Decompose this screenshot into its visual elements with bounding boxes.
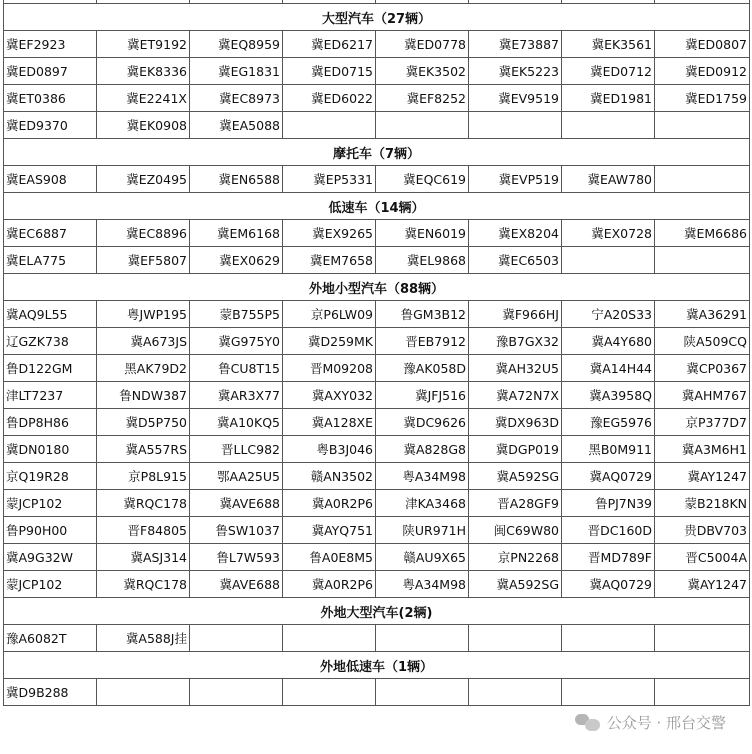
plate-cell: 黑AK79D2	[97, 355, 190, 382]
plate-cell: 冀EV9519	[469, 85, 562, 112]
plate-cell: 冀A592SG	[469, 571, 562, 598]
plate-cell: 冀EN6588	[190, 166, 283, 193]
table-row	[4, 544, 750, 571]
table-row	[4, 301, 750, 328]
empty-cell	[655, 112, 750, 139]
table-row	[4, 31, 750, 58]
plate-cell: 冀AQ0729	[562, 463, 655, 490]
plate-cell: 冀ED6217	[283, 31, 376, 58]
empty-cell	[562, 112, 655, 139]
plate-cell: 冀E73887	[469, 31, 562, 58]
table-row	[4, 220, 750, 247]
plate-cell: 辽GZK738	[4, 328, 97, 355]
plate-cell: 粤A34M98	[376, 571, 469, 598]
plate-cell: 冀EX8204	[469, 220, 562, 247]
plate-cell: 冀A14H44	[562, 355, 655, 382]
plate-cell: 冀ED0807	[655, 31, 750, 58]
plate-cell: 晋M09208	[283, 355, 376, 382]
empty-cell	[97, 679, 190, 706]
plate-cell: 鲁D122GM	[4, 355, 97, 382]
plate-cell: 冀EC6887	[4, 220, 97, 247]
section-title: 摩托车（7辆）	[4, 139, 750, 166]
table-row	[4, 436, 750, 463]
plate-cell: 鲁NDW387	[97, 382, 190, 409]
plate-cell: 冀EQ8959	[190, 31, 283, 58]
plate-cell: 京P8L915	[97, 463, 190, 490]
plate-cell: 冀EF8252	[376, 85, 469, 112]
plate-cell: 冀ED0912	[655, 58, 750, 85]
wechat-icon	[575, 711, 601, 733]
table-row	[4, 625, 750, 652]
plate-cell: 黑B0M911	[562, 436, 655, 463]
plate-cell: 冀G975Y0	[190, 328, 283, 355]
plate-cell: 粤B3J046	[283, 436, 376, 463]
table-row	[4, 328, 750, 355]
plate-cell: 蒙JCP102	[4, 490, 97, 517]
plate-cell: 晋EB7912	[376, 328, 469, 355]
plate-cell: 豫AK058D	[376, 355, 469, 382]
plate-cell: 晋DC160D	[562, 517, 655, 544]
section-header	[4, 139, 750, 166]
plate-cell: 冀ELA775	[4, 247, 97, 274]
plate-cell: 冀AY1247	[655, 571, 750, 598]
empty-cell	[469, 679, 562, 706]
plate-cell: 冀D5P750	[97, 409, 190, 436]
section-title: 低速车（14辆）	[4, 193, 750, 220]
table-row	[4, 247, 750, 274]
plate-cell: 冀EM6686	[655, 220, 750, 247]
plate-cell: 冀A588J挂	[97, 625, 190, 652]
plate-cell: 冀EVP519	[469, 166, 562, 193]
plate-cell: 蒙JCP102	[4, 571, 97, 598]
plate-cell: 冀RQC178	[97, 490, 190, 517]
plate-cell: 冀AY1247	[655, 463, 750, 490]
plate-cell: 冀EF2923	[4, 31, 97, 58]
plate-cell: 冀DX963D	[469, 409, 562, 436]
table-row	[4, 571, 750, 598]
plate-cell: 冀EP5331	[283, 166, 376, 193]
empty-cell	[469, 625, 562, 652]
plate-cell: 冀ED1981	[562, 85, 655, 112]
empty-cell	[376, 625, 469, 652]
empty-cell	[190, 625, 283, 652]
plate-cell: 冀AHM767	[655, 382, 750, 409]
empty-cell	[283, 679, 376, 706]
plate-cell: 冀E2241X	[97, 85, 190, 112]
table-row	[4, 85, 750, 112]
plate-table-body	[4, 0, 750, 706]
table-row	[4, 679, 750, 706]
plate-cell: 冀DGP019	[469, 436, 562, 463]
section-header	[4, 598, 750, 625]
empty-cell	[655, 679, 750, 706]
plate-cell: 冀A828G8	[376, 436, 469, 463]
plate-cell: 晋C5004A	[655, 544, 750, 571]
plate-cell: 冀EAS908	[4, 166, 97, 193]
section-title: 外地低速车（1辆）	[4, 652, 750, 679]
plate-cell: 闽C69W80	[469, 517, 562, 544]
empty-cell	[469, 112, 562, 139]
plate-cell: 晋MD789F	[562, 544, 655, 571]
plate-cell: 津KA3468	[376, 490, 469, 517]
plate-cell: 冀A592SG	[469, 463, 562, 490]
plate-cell: 冀A0R2P6	[283, 571, 376, 598]
plate-cell: 宁A20S33	[562, 301, 655, 328]
plate-cell: 京P6LW09	[283, 301, 376, 328]
plate-cell: 陕UR971H	[376, 517, 469, 544]
empty-cell	[562, 679, 655, 706]
plate-cell: 冀EX9265	[283, 220, 376, 247]
empty-cell	[190, 679, 283, 706]
empty-cell	[655, 247, 750, 274]
plate-cell: 冀ET0386	[4, 85, 97, 112]
plate-cell: 冀A128XE	[283, 409, 376, 436]
plate-cell: 豫A6082T	[4, 625, 97, 652]
table-row	[4, 112, 750, 139]
plate-cell: 鲁GM3B12	[376, 301, 469, 328]
plate-cell: 赣AN3502	[283, 463, 376, 490]
plate-cell: 冀EN6019	[376, 220, 469, 247]
plate-cell: 豫EG5976	[562, 409, 655, 436]
plate-cell: 冀DN0180	[4, 436, 97, 463]
plate-cell: 鲁CU8T15	[190, 355, 283, 382]
section-header	[4, 193, 750, 220]
plate-cell: 陕A509CQ	[655, 328, 750, 355]
empty-cell	[376, 112, 469, 139]
plate-cell: 冀EG1831	[190, 58, 283, 85]
plate-cell: 冀ED0712	[562, 58, 655, 85]
table-row	[4, 355, 750, 382]
empty-cell	[562, 625, 655, 652]
plate-cell: 冀ED6022	[283, 85, 376, 112]
plate-cell: 冀EZ0495	[97, 166, 190, 193]
table-row	[4, 58, 750, 85]
plate-cell: 冀EK3502	[376, 58, 469, 85]
plate-cell: 晋LLC982	[190, 436, 283, 463]
empty-cell	[283, 112, 376, 139]
plate-cell: 冀EC8896	[97, 220, 190, 247]
plate-cell: 晋A28GF9	[469, 490, 562, 517]
plate-cell: 冀EK3561	[562, 31, 655, 58]
plate-cell: 鲁L7W593	[190, 544, 283, 571]
table-row	[4, 463, 750, 490]
plate-cell: 冀A10KQ5	[190, 409, 283, 436]
watermark	[571, 709, 730, 735]
empty-cell	[376, 679, 469, 706]
plate-cell: 冀JFJ516	[376, 382, 469, 409]
plate-cell: 冀EM6168	[190, 220, 283, 247]
watermark-text: 公众号 · 邢台交警	[606, 713, 726, 732]
plate-table	[3, 0, 750, 706]
plate-cell: 冀D259MK	[283, 328, 376, 355]
plate-cell: 鲁PJ7N39	[562, 490, 655, 517]
plate-cell: 鄂AA25U5	[190, 463, 283, 490]
plate-cell: 冀A3958Q	[562, 382, 655, 409]
plate-cell: 冀ASJ314	[97, 544, 190, 571]
table-row	[4, 409, 750, 436]
plate-cell: 鲁P90H00	[4, 517, 97, 544]
plate-cell: 冀ED0778	[376, 31, 469, 58]
plate-cell: 冀EQC619	[376, 166, 469, 193]
plate-cell: 冀AQ9L55	[4, 301, 97, 328]
plate-cell: 京Q19R28	[4, 463, 97, 490]
section-title: 外地大型汽车(2辆)	[4, 598, 750, 625]
plate-cell: 鲁SW1037	[190, 517, 283, 544]
table-row	[4, 166, 750, 193]
table-row	[4, 517, 750, 544]
plate-cell: 冀EK5223	[469, 58, 562, 85]
table-row	[4, 382, 750, 409]
plate-cell: 冀RQC178	[97, 571, 190, 598]
plate-cell: 冀EL9868	[376, 247, 469, 274]
plate-cell: 冀AVE688	[190, 490, 283, 517]
plate-cell: 冀EC6503	[469, 247, 562, 274]
plate-cell: 冀ET9192	[97, 31, 190, 58]
section-title: 大型汽车（27辆）	[4, 4, 750, 31]
plate-cell: 冀AH32U5	[469, 355, 562, 382]
empty-cell	[655, 166, 750, 193]
plate-cell: 冀DC9626	[376, 409, 469, 436]
plate-cell: 蒙B218KN	[655, 490, 750, 517]
plate-cell: 冀A3M6H1	[655, 436, 750, 463]
plate-cell: 冀F966HJ	[469, 301, 562, 328]
plate-cell: 冀AXY032	[283, 382, 376, 409]
plate-cell: 晋F84805	[97, 517, 190, 544]
plate-cell: 粤JWP195	[97, 301, 190, 328]
plate-cell: 冀ED0715	[283, 58, 376, 85]
plate-cell: 冀ED1759	[655, 85, 750, 112]
plate-cell: 京P377D7	[655, 409, 750, 436]
plate-cell: 冀EK0908	[97, 112, 190, 139]
section-header	[4, 4, 750, 31]
plate-cell: 冀EX0629	[190, 247, 283, 274]
plate-cell: 冀A9G32W	[4, 544, 97, 571]
plate-cell: 津LT7237	[4, 382, 97, 409]
empty-cell	[562, 247, 655, 274]
plate-cell: 冀ED9370	[4, 112, 97, 139]
plate-cell: 冀AVE688	[190, 571, 283, 598]
plate-cell: 冀EA5088	[190, 112, 283, 139]
plate-cell: 鲁DP8H86	[4, 409, 97, 436]
plate-cell: 贵DBV703	[655, 517, 750, 544]
plate-cell: 赣AU9X65	[376, 544, 469, 571]
plate-cell: 冀A36291	[655, 301, 750, 328]
plate-cell: 冀A673JS	[97, 328, 190, 355]
plate-cell: 冀EM7658	[283, 247, 376, 274]
table-row	[4, 490, 750, 517]
empty-cell	[283, 625, 376, 652]
plate-cell: 冀D9B288	[4, 679, 97, 706]
plate-cell: 冀A557RS	[97, 436, 190, 463]
section-title: 外地小型汽车（88辆）	[4, 274, 750, 301]
plate-cell: 冀EC8973	[190, 85, 283, 112]
plate-cell: 冀AYQ751	[283, 517, 376, 544]
empty-cell	[655, 625, 750, 652]
section-header	[4, 652, 750, 679]
plate-cell: 蒙B755P5	[190, 301, 283, 328]
plate-cell: 冀EK8336	[97, 58, 190, 85]
plate-cell: 冀EX0728	[562, 220, 655, 247]
plate-cell: 鲁A0E8M5	[283, 544, 376, 571]
plate-cell: 冀CP0367	[655, 355, 750, 382]
plate-cell: 冀A72N7X	[469, 382, 562, 409]
plate-cell: 粤A34M98	[376, 463, 469, 490]
plate-cell: 冀A0R2P6	[283, 490, 376, 517]
plate-cell: 冀EAW780	[562, 166, 655, 193]
section-header	[4, 274, 750, 301]
plate-cell: 冀A4Y680	[562, 328, 655, 355]
plate-cell: 豫B7GX32	[469, 328, 562, 355]
plate-cell: 冀ED0897	[4, 58, 97, 85]
plate-cell: 冀AR3X77	[190, 382, 283, 409]
plate-cell: 京PN2268	[469, 544, 562, 571]
plate-cell: 冀AQ0729	[562, 571, 655, 598]
plate-cell: 冀EF5807	[97, 247, 190, 274]
